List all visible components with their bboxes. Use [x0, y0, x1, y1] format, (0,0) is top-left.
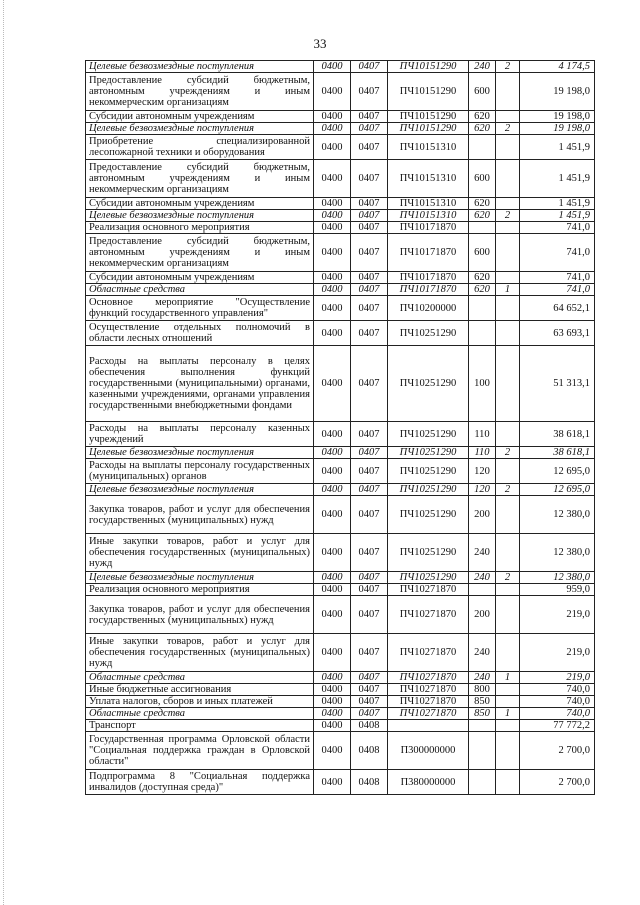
table-row	[86, 732, 595, 770]
table-cell-source	[496, 234, 520, 272]
table-cell-target-article: ПЧ10251290	[388, 496, 469, 534]
table-cell-source	[496, 346, 520, 422]
table-cell-amount: 740,0	[520, 696, 595, 708]
budget-table	[85, 60, 595, 795]
table-row	[86, 596, 595, 634]
table-cell-subsection: 0407	[351, 296, 388, 321]
table-cell-section: 0400	[314, 346, 351, 422]
table-cell-source	[496, 111, 520, 123]
table-cell-target-article: ПЧ10251290	[388, 459, 469, 484]
table-cell-section: 0400	[314, 684, 351, 696]
table-cell-source	[496, 534, 520, 572]
table-cell-section: 0400	[314, 321, 351, 346]
table-row	[86, 61, 595, 73]
table-cell-subsection: 0407	[351, 708, 388, 720]
table-cell-expense-type	[469, 222, 496, 234]
table-cell-source	[496, 732, 520, 770]
table-cell-name: Субсидии автономным учреждениям	[86, 272, 314, 284]
table-row	[86, 272, 595, 284]
table-row	[86, 321, 595, 346]
table-cell-expense-type: 620	[469, 111, 496, 123]
table-cell-expense-type: 200	[469, 596, 496, 634]
table-cell-amount: 219,0	[520, 634, 595, 672]
table-row	[86, 672, 595, 684]
table-cell-section: 0400	[314, 696, 351, 708]
table-cell-subsection: 0407	[351, 346, 388, 422]
table-row	[86, 123, 595, 135]
table-cell-expense-type: 110	[469, 447, 496, 459]
table-cell-expense-type: 120	[469, 459, 496, 484]
table-row	[86, 135, 595, 160]
table-cell-expense-type: 600	[469, 73, 496, 111]
table-cell-subsection: 0407	[351, 73, 388, 111]
table-cell-target-article	[388, 720, 469, 732]
table-cell-source	[496, 422, 520, 447]
table-cell-target-article: ПЧ10200000	[388, 296, 469, 321]
table-cell-amount: 1 451,9	[520, 198, 595, 210]
table-cell-expense-type: 240	[469, 672, 496, 684]
table-cell-target-article: ПЧ10271870	[388, 684, 469, 696]
table-cell-amount: 64 652,1	[520, 296, 595, 321]
table-cell-section: 0400	[314, 272, 351, 284]
table-cell-target-article: П300000000	[388, 732, 469, 770]
table-cell-target-article: ПЧ10151290	[388, 123, 469, 135]
table-cell-expense-type	[469, 135, 496, 160]
table-cell-subsection: 0407	[351, 696, 388, 708]
table-row	[86, 459, 595, 484]
table-row	[86, 296, 595, 321]
table-cell-name: Целевые безвозмездные поступления	[86, 123, 314, 135]
table-cell-amount: 2 700,0	[520, 770, 595, 795]
table-cell-source	[496, 198, 520, 210]
table-cell-amount: 38 618,1	[520, 422, 595, 447]
table-cell-target-article: ПЧ10151290	[388, 61, 469, 73]
table-cell-amount: 741,0	[520, 234, 595, 272]
table-cell-expense-type	[469, 296, 496, 321]
table-cell-source	[496, 272, 520, 284]
table-cell-name: Областные средства	[86, 708, 314, 720]
table-row	[86, 534, 595, 572]
table-cell-subsection: 0407	[351, 534, 388, 572]
table-cell-subsection: 0407	[351, 596, 388, 634]
table-cell-section: 0400	[314, 73, 351, 111]
table-cell-name: Предоставление субсидий бюджетным, автономным учреждениям и иным некоммерческим организациям	[86, 73, 314, 111]
table-cell-amount: 19 198,0	[520, 73, 595, 111]
table-row	[86, 584, 595, 596]
table-cell-target-article: ПЧ10171870	[388, 222, 469, 234]
table-cell-expense-type: 200	[469, 496, 496, 534]
table-cell-section: 0400	[314, 210, 351, 222]
table-cell-section: 0400	[314, 234, 351, 272]
table-cell-expense-type: 850	[469, 708, 496, 720]
table-cell-source	[496, 596, 520, 634]
table-cell-section: 0400	[314, 708, 351, 720]
table-cell-source	[496, 770, 520, 795]
table-cell-subsection: 0407	[351, 284, 388, 296]
table-cell-source	[496, 459, 520, 484]
table-cell-source: 1	[496, 672, 520, 684]
table-cell-section: 0400	[314, 296, 351, 321]
table-cell-subsection: 0407	[351, 111, 388, 123]
table-cell-target-article: ПЧ10251290	[388, 572, 469, 584]
table-cell-amount: 12 380,0	[520, 572, 595, 584]
table-cell-amount: 1 451,9	[520, 210, 595, 222]
table-row	[86, 222, 595, 234]
scan-margin-line	[3, 0, 5, 905]
table-cell-target-article: ПЧ10151310	[388, 198, 469, 210]
table-row	[86, 720, 595, 732]
table-cell-amount: 740,0	[520, 708, 595, 720]
table-cell-section: 0400	[314, 484, 351, 496]
table-cell-subsection: 0407	[351, 234, 388, 272]
table-cell-source	[496, 684, 520, 696]
table-cell-name: Осуществление отдельных полномочий в области лесных отношений	[86, 321, 314, 346]
table-cell-name: Целевые безвозмездные поступления	[86, 447, 314, 459]
table-cell-section: 0400	[314, 284, 351, 296]
table-cell-name: Уплата налогов, сборов и иных платежей	[86, 696, 314, 708]
table-cell-amount: 12 380,0	[520, 534, 595, 572]
table-cell-expense-type: 600	[469, 234, 496, 272]
table-cell-section: 0400	[314, 672, 351, 684]
table-cell-name: Предоставление субсидий бюджетным, автономным учреждениям и иным некоммерческим организациям	[86, 160, 314, 198]
table-cell-amount: 63 693,1	[520, 321, 595, 346]
table-cell-expense-type: 120	[469, 484, 496, 496]
table-cell-subsection: 0407	[351, 572, 388, 584]
table-cell-name: Целевые безвозмездные поступления	[86, 210, 314, 222]
table-cell-target-article: ПЧ10271870	[388, 672, 469, 684]
table-cell-section: 0400	[314, 222, 351, 234]
table-cell-subsection: 0408	[351, 770, 388, 795]
table-cell-subsection: 0407	[351, 135, 388, 160]
table-cell-amount: 740,0	[520, 684, 595, 696]
table-cell-expense-type	[469, 732, 496, 770]
table-cell-source	[496, 135, 520, 160]
table-cell-target-article: ПЧ10251290	[388, 484, 469, 496]
table-cell-section: 0400	[314, 422, 351, 447]
table-row	[86, 234, 595, 272]
table-cell-source	[496, 496, 520, 534]
table-cell-source: 2	[496, 210, 520, 222]
table-cell-target-article: ПЧ10271870	[388, 634, 469, 672]
table-cell-name: Расходы на выплаты персоналу казенных учреждений	[86, 422, 314, 447]
table-cell-source: 2	[496, 484, 520, 496]
table-cell-section: 0400	[314, 634, 351, 672]
table-cell-source: 1	[496, 708, 520, 720]
table-row	[86, 696, 595, 708]
table-cell-subsection: 0407	[351, 61, 388, 73]
table-cell-expense-type: 240	[469, 634, 496, 672]
table-cell-section: 0400	[314, 111, 351, 123]
table-cell-expense-type: 240	[469, 572, 496, 584]
table-cell-target-article: ПЧ10271870	[388, 696, 469, 708]
table-cell-amount: 741,0	[520, 222, 595, 234]
table-cell-source	[496, 160, 520, 198]
table-cell-source: 2	[496, 61, 520, 73]
table-row	[86, 160, 595, 198]
table-cell-target-article: ПЧ10251290	[388, 346, 469, 422]
table-row	[86, 284, 595, 296]
table-cell-target-article: ПЧ10251290	[388, 422, 469, 447]
table-cell-expense-type	[469, 770, 496, 795]
table-cell-subsection: 0407	[351, 123, 388, 135]
table-row	[86, 210, 595, 222]
table-cell-expense-type: 800	[469, 684, 496, 696]
table-cell-expense-type: 620	[469, 198, 496, 210]
table-cell-section: 0400	[314, 596, 351, 634]
table-cell-target-article: ПЧ10251290	[388, 447, 469, 459]
table-cell-subsection: 0408	[351, 732, 388, 770]
table-cell-amount: 741,0	[520, 284, 595, 296]
table-cell-amount: 1 451,9	[520, 160, 595, 198]
table-cell-target-article: ПЧ10271870	[388, 584, 469, 596]
table-cell-source: 2	[496, 447, 520, 459]
table-cell-section: 0400	[314, 770, 351, 795]
table-row	[86, 484, 595, 496]
table-cell-subsection: 0407	[351, 222, 388, 234]
table-cell-amount: 38 618,1	[520, 447, 595, 459]
table-cell-amount: 219,0	[520, 596, 595, 634]
table-cell-name: Реализация основного мероприятия	[86, 222, 314, 234]
table-cell-section: 0400	[314, 123, 351, 135]
table-row	[86, 572, 595, 584]
table-cell-target-article: ПЧ10151310	[388, 210, 469, 222]
table-cell-name: Целевые безвозмездные поступления	[86, 61, 314, 73]
table-cell-section: 0400	[314, 160, 351, 198]
table-cell-amount: 12 695,0	[520, 484, 595, 496]
table-cell-amount: 51 313,1	[520, 346, 595, 422]
table-cell-expense-type: 240	[469, 534, 496, 572]
table-cell-section: 0400	[314, 720, 351, 732]
table-cell-subsection: 0407	[351, 459, 388, 484]
table-cell-subsection: 0407	[351, 198, 388, 210]
table-cell-source	[496, 720, 520, 732]
table-cell-name: Целевые безвозмездные поступления	[86, 572, 314, 584]
table-cell-name: Расходы на выплаты персоналу государственных (муниципальных) органов	[86, 459, 314, 484]
table-cell-expense-type	[469, 584, 496, 596]
table-cell-target-article: ПЧ10251290	[388, 321, 469, 346]
table-cell-section: 0400	[314, 572, 351, 584]
table-cell-source	[496, 73, 520, 111]
table-cell-expense-type	[469, 321, 496, 346]
table-cell-source: 2	[496, 123, 520, 135]
table-cell-subsection: 0407	[351, 672, 388, 684]
table-cell-amount: 77 772,2	[520, 720, 595, 732]
table-row	[86, 770, 595, 795]
table-cell-subsection: 0407	[351, 272, 388, 284]
table-cell-expense-type: 620	[469, 123, 496, 135]
table-cell-subsection: 0407	[351, 584, 388, 596]
table-cell-amount: 12 695,0	[520, 459, 595, 484]
table-row	[86, 346, 595, 422]
table-cell-expense-type: 620	[469, 210, 496, 222]
table-cell-name: Закупка товаров, работ и услуг для обеспечения государственных (муниципальных) нужд	[86, 596, 314, 634]
table-cell-target-article: ПЧ10151310	[388, 160, 469, 198]
table-cell-section: 0400	[314, 584, 351, 596]
table-cell-target-article: ПЧ10171870	[388, 284, 469, 296]
table-cell-section: 0400	[314, 135, 351, 160]
table-cell-amount: 741,0	[520, 272, 595, 284]
table-cell-subsection: 0407	[351, 210, 388, 222]
table-cell-source: 2	[496, 572, 520, 584]
table-cell-section: 0400	[314, 496, 351, 534]
table-cell-name: Подпрограмма 8 "Социальная поддержка инвалидов (доступная среда)"	[86, 770, 314, 795]
table-cell-subsection: 0407	[351, 484, 388, 496]
table-cell-expense-type: 110	[469, 422, 496, 447]
table-cell-expense-type	[469, 720, 496, 732]
table-cell-source	[496, 296, 520, 321]
table-cell-expense-type: 620	[469, 284, 496, 296]
table-cell-expense-type: 620	[469, 272, 496, 284]
table-cell-target-article: ПЧ10151310	[388, 135, 469, 160]
table-cell-target-article: ПЧ10251290	[388, 534, 469, 572]
table-cell-name: Иные закупки товаров, работ и услуг для обеспечения государственных (муниципальных) нужд	[86, 534, 314, 572]
table-row	[86, 708, 595, 720]
table-cell-section: 0400	[314, 198, 351, 210]
table-cell-target-article: П380000000	[388, 770, 469, 795]
table-cell-name: Транспорт	[86, 720, 314, 732]
table-cell-name: Субсидии автономным учреждениям	[86, 198, 314, 210]
table-cell-source	[496, 222, 520, 234]
table-row	[86, 73, 595, 111]
table-cell-subsection: 0407	[351, 321, 388, 346]
page-number: 33	[313, 36, 327, 51]
table-cell-source: 1	[496, 284, 520, 296]
table-cell-target-article: ПЧ10271870	[388, 708, 469, 720]
table-cell-section: 0400	[314, 61, 351, 73]
table-cell-source	[496, 321, 520, 346]
table-cell-amount: 1 451,9	[520, 135, 595, 160]
table-row	[86, 684, 595, 696]
table-cell-source	[496, 696, 520, 708]
table-row	[86, 111, 595, 123]
table-cell-subsection: 0407	[351, 422, 388, 447]
table-cell-expense-type: 850	[469, 696, 496, 708]
table-cell-subsection: 0408	[351, 720, 388, 732]
table-cell-name: Субсидии автономным учреждениям	[86, 111, 314, 123]
table-cell-name: Реализация основного мероприятия	[86, 584, 314, 596]
table-cell-section: 0400	[314, 459, 351, 484]
table-cell-target-article: ПЧ10151290	[388, 111, 469, 123]
table-cell-target-article: ПЧ10271870	[388, 596, 469, 634]
table-row	[86, 447, 595, 459]
table-cell-name: Областные средства	[86, 672, 314, 684]
table-cell-name: Иные закупки товаров, работ и услуг для обеспечения государственных (муниципальных) нужд	[86, 634, 314, 672]
table-cell-name: Приобретение специализированной лесопожарной техники и оборудования	[86, 135, 314, 160]
table-cell-section: 0400	[314, 732, 351, 770]
table-cell-expense-type: 100	[469, 346, 496, 422]
table-cell-amount: 19 198,0	[520, 111, 595, 123]
table-cell-target-article: ПЧ10171870	[388, 234, 469, 272]
table-cell-subsection: 0407	[351, 496, 388, 534]
table-cell-name: Предоставление субсидий бюджетным, автономным учреждениям и иным некоммерческим организациям	[86, 234, 314, 272]
table-row	[86, 634, 595, 672]
table-cell-source	[496, 584, 520, 596]
table-cell-name: Областные средства	[86, 284, 314, 296]
table-cell-name: Основное мероприятие "Осуществление функций государственного управления"	[86, 296, 314, 321]
table-cell-section: 0400	[314, 534, 351, 572]
table-cell-subsection: 0407	[351, 160, 388, 198]
table-cell-expense-type: 240	[469, 61, 496, 73]
table-cell-name: Государственная программа Орловской области "Социальная поддержка граждан в Орловской области"	[86, 732, 314, 770]
table-cell-subsection: 0407	[351, 684, 388, 696]
table-cell-source	[496, 634, 520, 672]
table-cell-amount: 19 198,0	[520, 123, 595, 135]
table-cell-subsection: 0407	[351, 634, 388, 672]
table-cell-section: 0400	[314, 447, 351, 459]
table-cell-subsection: 0407	[351, 447, 388, 459]
table-cell-amount: 4 174,5	[520, 61, 595, 73]
table-row	[86, 496, 595, 534]
table-cell-amount: 959,0	[520, 584, 595, 596]
table-cell-name: Закупка товаров, работ и услуг для обеспечения государственных (муниципальных) нужд	[86, 496, 314, 534]
table-cell-amount: 12 380,0	[520, 496, 595, 534]
table-cell-name: Целевые безвозмездные поступления	[86, 484, 314, 496]
table-cell-amount: 219,0	[520, 672, 595, 684]
table-cell-expense-type: 600	[469, 160, 496, 198]
table-cell-name: Расходы на выплаты персоналу в целях обеспечения выполнения функций государственными (муниципальными) органами, казенными учреждениями, органами управления государственными внебюджетными фондами	[86, 346, 314, 422]
table-cell-name: Иные бюджетные ассигнования	[86, 684, 314, 696]
table-cell-amount: 2 700,0	[520, 732, 595, 770]
table-row	[86, 198, 595, 210]
table-cell-target-article: ПЧ10171870	[388, 272, 469, 284]
table-row	[86, 422, 595, 447]
table-cell-target-article: ПЧ10151290	[388, 73, 469, 111]
